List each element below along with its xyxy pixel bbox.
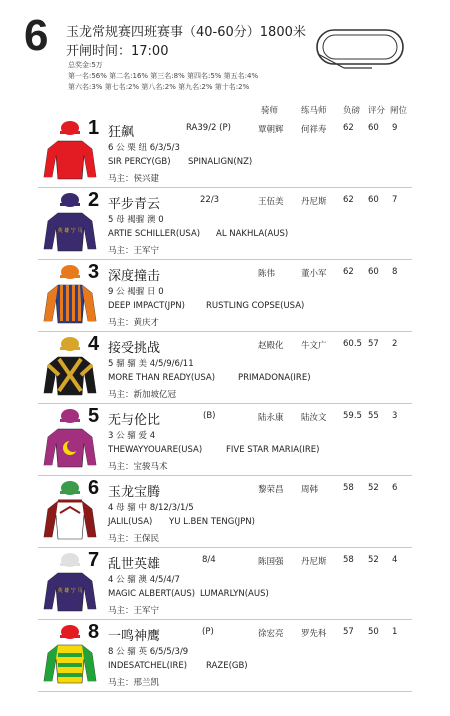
column-trainer: 练马师 (301, 106, 327, 116)
saddle-number: 5 (88, 405, 100, 427)
gate-value: 6 (392, 483, 398, 493)
jockey-name: 陆永康 (258, 413, 284, 423)
row-divider (38, 691, 412, 692)
owner-name: 马主：黄庆才 (108, 318, 160, 328)
owner-name: 马主：新加坡亿冠 (108, 390, 177, 400)
sire-name: ARTIE SCHILLER(USA) (108, 229, 201, 239)
trainer-name: 丹尼斯 (301, 557, 327, 567)
jockey-name: 赵殿化 (258, 341, 284, 351)
horse-info: 4 公 骝 澳 4/5/4/7 (108, 575, 180, 585)
weight-value: 58 (343, 555, 354, 565)
horse-info: 5 母 褐骝 澳 0 (108, 215, 164, 225)
gate-value: 7 (392, 195, 398, 205)
row-divider (38, 259, 412, 260)
trainer-name: 何祥寿 (301, 125, 327, 135)
jockey-name: 王伍美 (258, 197, 284, 207)
dam-name: SPINALIGN(NZ) (188, 157, 253, 167)
row-divider (38, 331, 412, 332)
race-header (0, 0, 450, 100)
entry-row[interactable] (0, 621, 450, 693)
entry-row[interactable] (0, 333, 450, 405)
weight-value: 59.5 (343, 411, 362, 421)
saddle-number: 7 (88, 549, 100, 571)
rating-value: 60 (368, 123, 379, 133)
rating-value: 50 (368, 627, 379, 637)
jockey-name: 黎荣昌 (258, 485, 284, 495)
post-time: 开闸时间：17:00 (66, 44, 169, 59)
column-jockey: 骑师 (261, 106, 279, 116)
gate-value: 4 (392, 555, 398, 565)
row-divider (38, 475, 412, 476)
entry-row[interactable] (0, 405, 450, 477)
odds-info: 22/3 (200, 195, 220, 205)
sire-name: MAGIC ALBERT(AUS) (108, 589, 196, 599)
row-divider (38, 619, 412, 620)
gate-value: 2 (392, 339, 398, 349)
sire-name: INDESATCHEL(IRE) (108, 661, 188, 671)
jockey-name: 陈伟 (258, 269, 276, 279)
sire-name: JALIL(USA) (108, 517, 153, 527)
horse-name: 接受挑战 (108, 341, 161, 356)
trainer-name: 牛文广 (301, 341, 327, 351)
dam-name: RAZE(GB) (206, 661, 248, 671)
odds-info: 8/4 (202, 555, 216, 565)
owner-name: 马主：王保民 (108, 534, 160, 544)
rating-value: 60 (368, 267, 379, 277)
svg-text:英 雄 宁 马: 英 雄 宁 马 (57, 228, 83, 234)
column-weight: 负磅 (343, 106, 361, 116)
rating-value: 57 (368, 339, 379, 349)
entry-row[interactable] (0, 549, 450, 621)
dam-name: AL NAKHLA(AUS) (216, 229, 289, 239)
trainer-name: 陆汝文 (301, 413, 327, 423)
entry-row[interactable] (0, 477, 450, 549)
weight-value: 60.5 (343, 339, 362, 349)
column-gate: 闸位 (390, 106, 408, 116)
weight-value: 58 (343, 483, 354, 493)
trainer-name: 董小军 (301, 269, 327, 279)
odds-info: (P) (202, 627, 214, 637)
sire-name: DEEP IMPACT(JPN) (108, 301, 185, 311)
sire-name: MORE THAN READY(USA) (108, 373, 216, 383)
horse-info: 9 公 褐骝 日 0 (108, 287, 164, 297)
trainer-name: 罗先科 (301, 629, 327, 639)
saddle-number: 1 (88, 117, 100, 139)
row-divider (38, 403, 412, 404)
odds-info: RA39/2 (P) (186, 123, 231, 133)
total-prize: 总奖金:5万 (68, 61, 103, 69)
rating-value: 52 (368, 555, 379, 565)
dam-name: YU L.BEN TENG(JPN) (169, 517, 255, 527)
jockey-name: 徐宏亮 (258, 629, 284, 639)
row-divider (38, 547, 412, 548)
saddle-number: 8 (88, 621, 100, 643)
weight-value: 57 (343, 627, 354, 637)
owner-name: 马主：王军宁 (108, 606, 160, 616)
horse-name: 乱世英雄 (108, 557, 161, 572)
horse-info: 5 骝 骝 美 4/5/9/6/11 (108, 359, 194, 369)
dam-name: RUSTLING COPSE(USA) (206, 301, 305, 311)
odds-info: (B) (203, 411, 216, 421)
rating-value: 52 (368, 483, 379, 493)
weight-value: 62 (343, 195, 354, 205)
owner-name: 马主：邢兰凯 (108, 678, 160, 688)
dam-name: LUMARLYN(AUS) (200, 589, 269, 599)
dam-name: PRIMADONA(IRE) (238, 373, 311, 383)
horse-name: 平步青云 (108, 197, 161, 212)
jockey-name: 覃朝辉 (258, 125, 284, 135)
prize-split-row-1: 第一名:56% 第二名:16% 第三名:8% 第四名:5% 第五名:4% (68, 72, 259, 80)
rating-value: 55 (368, 411, 379, 421)
horse-name: 玉龙宝腾 (108, 485, 161, 500)
trainer-name: 丹尼斯 (301, 197, 327, 207)
gate-value: 9 (392, 123, 398, 133)
svg-text:英 雄 宁 马: 英 雄 宁 马 (57, 588, 83, 594)
race-number: 6 (24, 11, 49, 60)
track-map-icon (314, 24, 408, 70)
horse-info: 4 母 骝 中 8/12/3/1/5 (108, 503, 194, 513)
horse-name: 狂飙 (108, 125, 135, 140)
horse-name: 一鸣神鹰 (108, 629, 161, 644)
entry-row[interactable] (0, 189, 450, 261)
race-title: 玉龙常规赛四班赛事（40-60分）1800米 (66, 25, 306, 40)
gate-value: 8 (392, 267, 398, 277)
entry-row[interactable] (0, 117, 450, 189)
horse-name: 深度撞击 (108, 269, 161, 284)
horse-name: 无与伦比 (108, 413, 161, 428)
owner-name: 马主：宝骏马术 (108, 462, 168, 472)
owner-name: 马主：王军宁 (108, 246, 160, 256)
row-divider (38, 187, 412, 188)
saddle-number: 2 (88, 189, 100, 211)
sire-name: SIR PERCY(GB) (108, 157, 171, 167)
horse-info: 3 公 骝 爱 4 (108, 431, 156, 441)
horse-info: 8 公 骝 英 6/5/5/3/9 (108, 647, 189, 657)
rating-value: 60 (368, 195, 379, 205)
saddle-number: 4 (88, 333, 100, 355)
weight-value: 62 (343, 267, 354, 277)
gate-value: 3 (392, 411, 398, 421)
horse-info: 6 公 栗 纽 6/3/5/3 (108, 143, 180, 153)
owner-name: 马主：侯兴建 (108, 174, 160, 184)
column-rating: 评分 (368, 106, 386, 116)
gate-value: 1 (392, 627, 398, 637)
jockey-name: 陈国强 (258, 557, 284, 567)
weight-value: 62 (343, 123, 354, 133)
dam-name: FIVE STAR MARIA(IRE) (226, 445, 320, 455)
entry-row[interactable] (0, 261, 450, 333)
trainer-name: 周韩 (301, 485, 319, 495)
saddle-number: 3 (88, 261, 100, 283)
prize-split-row-2: 第六名:3% 第七名:2% 第八名:2% 第九名:2% 第十名:2% (68, 83, 250, 91)
saddle-number: 6 (88, 477, 100, 499)
sire-name: THEWAYYOUARE(USA) (108, 445, 203, 455)
